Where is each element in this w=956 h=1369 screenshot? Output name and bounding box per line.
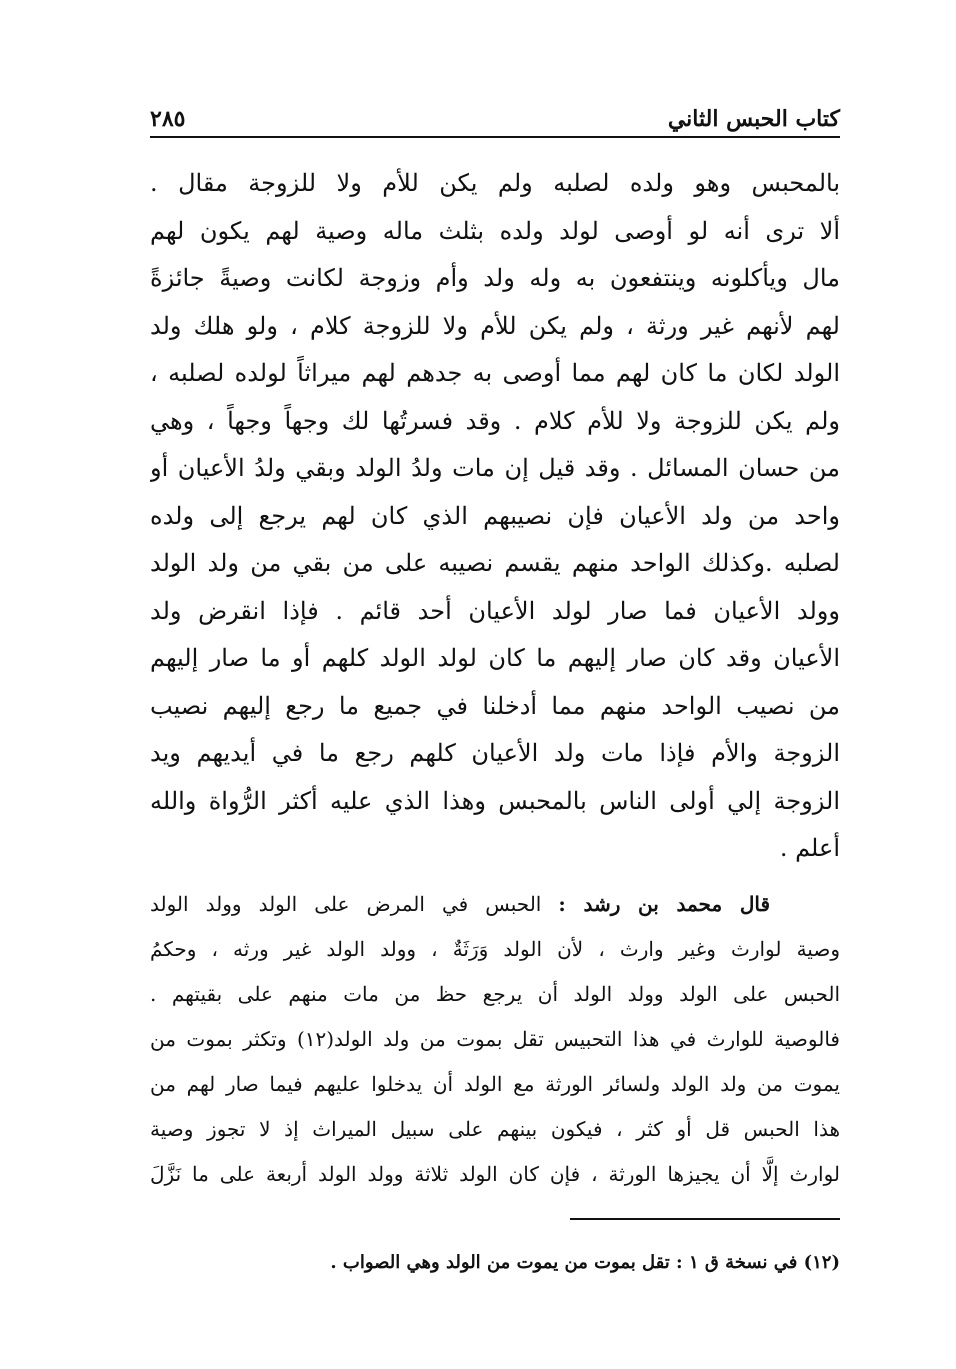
- commentary-line: يموت من ولد الولد ولسائر الورثة مع الولد أن يدخلوا عليهم فيما صار لهم من: [150, 1072, 840, 1096]
- commentary-line: [150, 882, 840, 927]
- commentary-line: فالوصية للوارث في هذا التحبيس تقل بموت من ولد الولد(١٢) وتكثر بموت من: [150, 1027, 840, 1051]
- text-line: الزوجة إلي أولى الناس بالمحبس وهذا الذي عليه أكثر الرُّواة والله: [150, 786, 840, 815]
- text-line: بالمحبس وهو ولده لصلبه ولم يكن للأم ولا للزوجة مقال .: [150, 169, 840, 197]
- text-line: واحد من ولد الأعيان فإن نصيبهم الذي كان لهم يرجع إلى ولده: [150, 501, 840, 530]
- text-line: وولد الأعيان فما صار لولد الأعيان أحد قائم . فإذا انقرض ولد: [150, 596, 840, 625]
- text-line: أعلم .: [779, 834, 840, 862]
- text-line: الولد لكان ما كان لهم مما أوصى به جدهم لهم ميراثاً لولده لصلبه ،: [150, 359, 840, 387]
- text-line: مال ويأكلونه وينتفعون به وله ولد وأم وزوجة لكانت وصيةً جائزةً: [150, 264, 840, 292]
- text-line: لصلبه .وكذلك الواحد منهم يقسم نصيبه على من بقي من ولد الولد: [150, 549, 840, 577]
- commentary-first-line-text: الحبس في المرض على الولد وولد الولد: [150, 892, 542, 916]
- text-line: الأعيان وقد كان صار إليهم ما كان لولد الولد كلهم أو ما صار إليهم: [150, 644, 840, 672]
- commentary-line: الحبس على الولد وولد الولد أن يرجع حظ من مات منهم على بقيتهم .: [150, 982, 840, 1006]
- footnote-divider: [570, 1218, 840, 1220]
- page-number: ٢٨٥: [150, 106, 186, 132]
- commentary-line: هذا الحبس قل أو كثر ، فيكون بينهم على سبيل الميراث إذ لا تجوز وصية: [150, 1117, 840, 1141]
- commentary-line: لوارث إلَّا أن يجيزها الورثة ، فإن كان الولد ثلاثة وولد الولد أربعة على ما نَزَّلَ: [150, 1162, 840, 1186]
- footnote: (١٢) في نسخة ق ١ : تقل بموت من يموت من الولد وهي الصواب .: [330, 1252, 840, 1273]
- running-title: كتاب الحبس الثاني: [667, 106, 840, 132]
- text-line: الزوجة والأم فإذا مات ولد الأعيان كلهم رجع ما في أيديهم ويد: [150, 739, 840, 767]
- text-line: لهم لأنهم غير ورثة ، ولم يكن للأم ولا للزوجة كلام ، ولو هلك ولد: [150, 311, 840, 340]
- text-line: من حسان المسائل . وقد قيل إن مات ولدُ الولد وبقي ولدُ الأعيان أو: [150, 454, 840, 482]
- commentary-line: وصية لوارث وغير وارث ، لأن الولد وَرَثَةٌ ، وولد الولد غير ورثه ، وحكمُ: [150, 937, 840, 961]
- running-header: [150, 92, 840, 138]
- main-text-block: [150, 160, 840, 873]
- speaker-label: قال محمد بن رشد :: [558, 892, 771, 916]
- text-line: ولم يكن للزوجة ولا للأم كلام . وقد فسرتُها لك وجهاً وجهاً ، وهي: [150, 406, 840, 435]
- commentary-section: [150, 882, 840, 1197]
- text-line: من نصيب الواحد منهم مما أدخلنا في جميع ما رجع إليهم نصيب: [150, 691, 840, 720]
- text-line: ألا ترى أنه لو أوصى لولد ولده بثلث ماله وصية لهم يكون لهم: [150, 216, 840, 245]
